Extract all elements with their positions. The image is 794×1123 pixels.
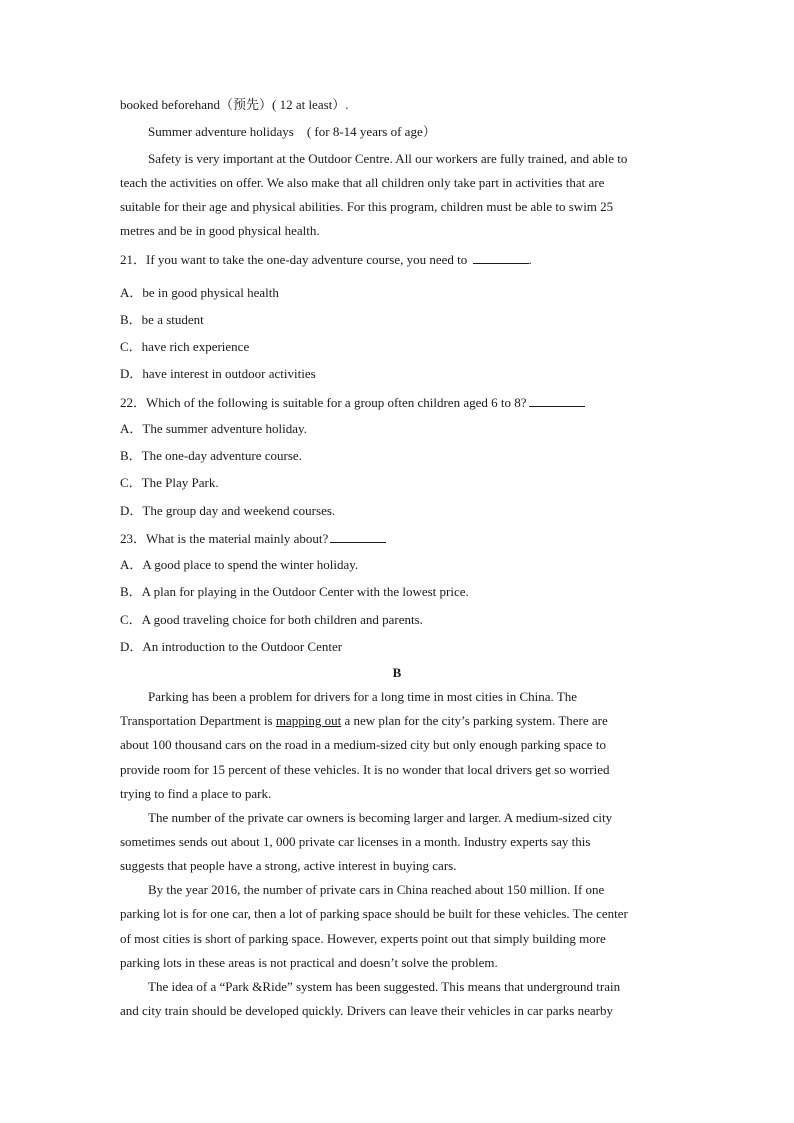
q23-option-c: C．A good traveling choice for both children and parents. xyxy=(120,612,423,627)
q21-option-a: A．be in good physical health xyxy=(120,285,279,300)
q22-option-d: D．The group day and weekend courses. xyxy=(120,503,336,518)
section-b-heading: B xyxy=(392,665,402,680)
summer-holidays-heading: Summer adventure holidays ( for 8-14 years of age） xyxy=(148,124,436,139)
underlined-phrase: mapping out xyxy=(275,713,342,728)
question-21-end: . xyxy=(528,252,532,267)
question-22-stem: 22．Which of the following is suitable for a group often children aged 6 to 8? xyxy=(120,395,527,410)
question-21-stem: 21．If you want to take the one-day adventure course, you need to xyxy=(120,252,468,267)
q21-option-c: C．have rich experience xyxy=(120,339,250,354)
p1-l2-start: Transportation Department is xyxy=(120,713,276,728)
parking-paragraph-4-line-1: The idea of a “Park &Ride” system has been suggested. This means that underground train xyxy=(148,979,621,994)
parking-paragraph-2-line-3: suggests that people have a strong, active interest in buying cars. xyxy=(120,858,457,873)
parking-paragraph-1-line-1: Parking has been a problem for drivers for a long time in most cities in China. The xyxy=(148,689,578,704)
parking-paragraph-3-line-4: parking lots in these areas is not practical and doesn’t solve the problem. xyxy=(120,955,498,970)
answer-blank-21 xyxy=(473,251,529,264)
question-23 xyxy=(120,530,386,547)
q22-option-a: A．The summer adventure holiday. xyxy=(120,421,307,436)
question-23-stem: 23．What is the material mainly about? xyxy=(120,531,329,546)
safety-paragraph-line-2: teach the activities on offer. We also make that all children only take part in activities that are xyxy=(120,175,605,190)
parking-paragraph-2-line-2: sometimes sends out about 1, 000 private car licenses in a month. Industry experts say this xyxy=(120,834,591,849)
safety-paragraph-line-3: suitable for their age and physical abilities. For this program, children must be able to swim 25 xyxy=(120,199,614,214)
p1-l2-end: a new plan for the city’s parking system. There are xyxy=(341,713,608,728)
parking-paragraph-1-line-5: trying to find a place to park. xyxy=(120,786,272,801)
q23-option-b: B．A plan for playing in the Outdoor Center with the lowest price. xyxy=(120,584,469,599)
q21-option-d: D．have interest in outdoor activities xyxy=(120,366,316,381)
parking-paragraph-4-line-2: and city train should be developed quickly. Drivers can leave their vehicles in car parks nearby xyxy=(120,1003,613,1018)
safety-paragraph-line-1: Safety is very important at the Outdoor Centre. All our workers are fully trained, and able to xyxy=(148,151,628,166)
parking-paragraph-2-line-1: The number of the private car owners is becoming larger and larger. A medium-sized city xyxy=(148,810,613,825)
parking-paragraph-1-line-4: provide room for 15 percent of these vehicles. It is no wonder that local drivers get so worried xyxy=(120,762,610,777)
intro-line-1: booked beforehand（预先）( 12 at least）. xyxy=(120,97,349,112)
q21-option-b: B．be a student xyxy=(120,312,204,327)
answer-blank-23 xyxy=(330,530,386,543)
safety-paragraph-line-4: metres and be in good physical health. xyxy=(120,223,320,238)
parking-paragraph-3-line-2: parking lot is for one car, then a lot of parking space should be built for these vehicles. The center xyxy=(120,906,628,921)
parking-paragraph-1-line-2 xyxy=(120,713,608,729)
parking-paragraph-3-line-1: By the year 2016, the number of private cars in China reached about 150 million. If one xyxy=(148,882,605,897)
question-21 xyxy=(120,251,532,268)
q22-option-b: B．The one-day adventure course. xyxy=(120,448,302,463)
q22-option-c: C．The Play Park. xyxy=(120,475,219,490)
question-22 xyxy=(120,394,585,411)
parking-paragraph-1-line-3: about 100 thousand cars on the road in a medium-sized city but only enough parking space to xyxy=(120,737,606,752)
q23-option-d: D．An introduction to the Outdoor Center xyxy=(120,639,343,654)
answer-blank-22 xyxy=(529,394,585,407)
parking-paragraph-3-line-3: of most cities is short of parking space. However, experts point out that simply building more xyxy=(120,931,606,946)
q23-option-a: A．A good place to spend the winter holiday. xyxy=(120,557,359,572)
